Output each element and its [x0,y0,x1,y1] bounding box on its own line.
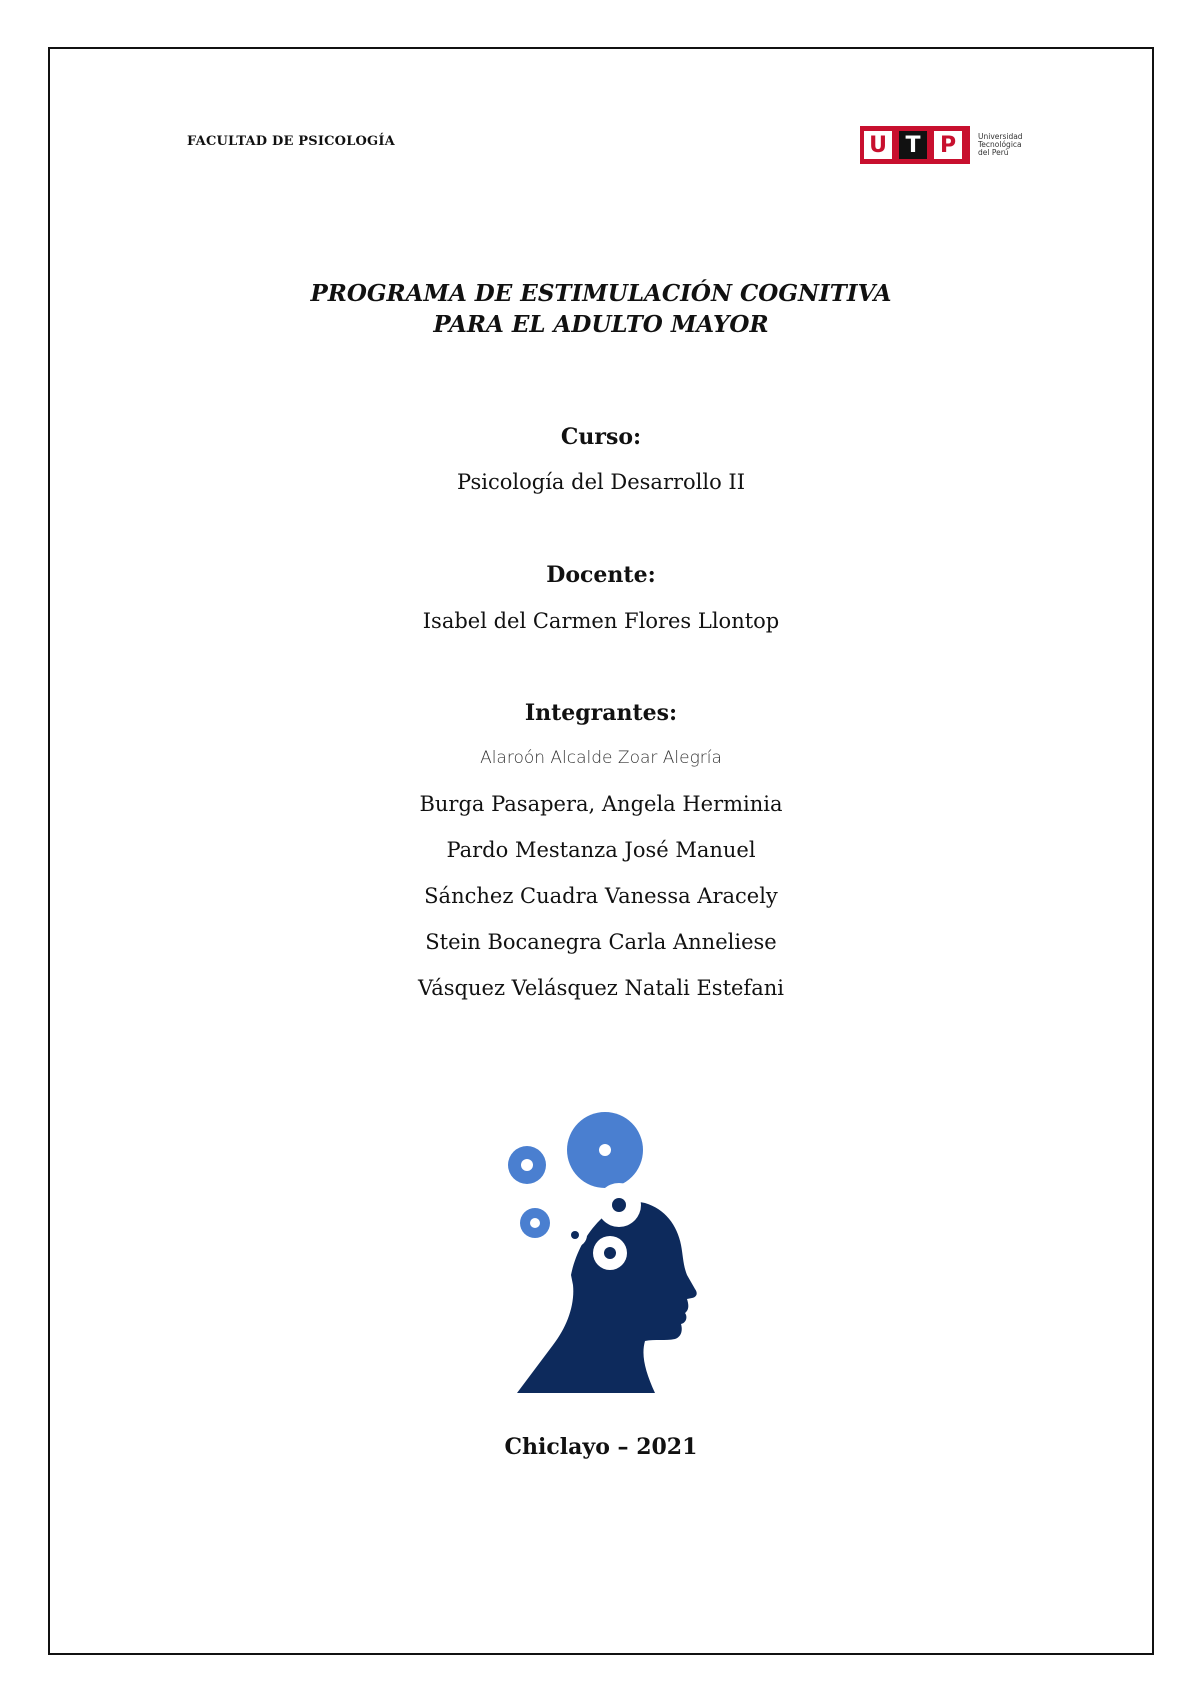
course-label: Curso: [560,424,642,450]
member-name: Pardo Mestanza José Manuel [446,838,756,862]
teacher-label: Docente: [546,562,656,588]
teacher-value: Isabel del Carmen Flores Llontop [422,609,780,633]
head-with-gears-icon [495,1105,715,1395]
faculty-name: FACULTAD DE PSICOLOGÍA [187,134,395,149]
logo-letter-p: P [934,131,962,159]
member-name: Vásquez Velásquez Natali Estefani [418,976,784,1000]
place-year: Chiclayo – 2021 [504,1434,698,1460]
logo-letter-t: T [899,131,927,159]
title-line-2: PARA EL ADULTO MAYOR [433,311,769,338]
course-value: Psicología del Desarrollo II [456,470,746,494]
member-name: Alaroón Alcalde Zoar Alegría [480,748,722,768]
utp-logo [860,126,1023,164]
member-name: Burga Pasapera, Angela Herminia [419,792,783,816]
members-list [48,735,1154,1011]
member-name: Sánchez Cuadra Vanessa Aracely [424,884,778,908]
logo-text: Universidad Tecnológica del Perú [978,132,1023,157]
logo-letter-u: U [864,131,892,159]
members-label: Integrantes: [524,700,678,726]
member-name: Stein Bocanegra Carla Anneliese [425,930,777,954]
document-title [48,278,1154,340]
title-line-1: PROGRAMA DE ESTIMULACIÓN COGNITIVA [310,280,892,307]
